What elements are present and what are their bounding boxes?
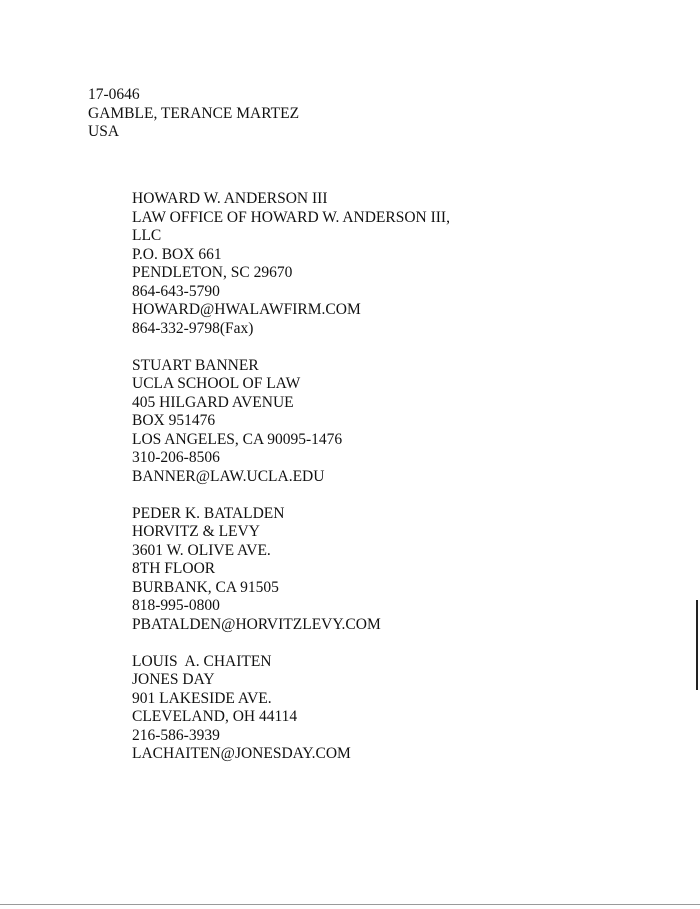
contact-phone: 864-643-5790 [132,282,220,300]
contact-address-line: 3601 W. OLIVE AVE. [132,541,271,559]
contact-email: HOWARD@HWALAWFIRM.COM [132,301,361,318]
contact-block-anderson [132,190,450,338]
contact-name: LOUIS A. CHAITEN [132,652,272,670]
contact-name: STUART BANNER [132,356,259,374]
contact-block-batalden [132,505,450,635]
contact-firm: HORVITZ & LEVY [132,523,260,540]
contact-list [132,190,450,782]
contact-fax: 864-332-9798(Fax) [132,319,254,337]
party-name: USA [88,123,120,140]
contact-name: HOWARD W. ANDERSON III [132,190,328,207]
contact-firm-continued: LLC [132,227,162,244]
contact-email: BANNER@LAW.UCLA.EDU [132,467,325,485]
case-number: 17-0646 [88,86,140,103]
contact-firm: UCLA SCHOOL OF LAW [132,375,301,392]
contact-block-chaiten [132,653,450,764]
contact-city-state-zip: CLEVELAND, OH 44114 [132,708,298,725]
contact-address-line: 901 LAKESIDE AVE. [132,689,272,707]
contact-phone: 818-995-0800 [132,597,220,614]
contact-firm: LAW OFFICE OF HOWARD W. ANDERSON III, [132,208,450,226]
contact-phone: 310-206-8506 [132,449,220,466]
contact-name: PEDER K. BATALDEN [132,504,285,522]
contact-city-state-zip: BURBANK, CA 91505 [132,578,279,596]
contact-block-banner [132,357,450,487]
contact-city-state-zip: PENDLETON, SC 29670 [132,264,293,281]
contact-email: LACHAITEN@JONESDAY.COM [132,745,351,762]
contact-email: PBATALDEN@HORVITZLEVY.COM [132,615,381,633]
contact-address-line: P.O. BOX 661 [132,245,222,263]
contact-address-line: 8TH FLOOR [132,560,216,577]
contact-phone: 216-586-3939 [132,726,220,744]
case-name: GAMBLE, TERANCE MARTEZ [88,104,300,122]
contact-firm: JONES DAY [132,671,215,688]
case-header [88,86,299,142]
scan-edge-mark [696,600,698,690]
contact-address-line: 405 HILGARD AVENUE [132,393,294,411]
contact-address-line: BOX 951476 [132,412,216,429]
scan-bottom-line [0,904,700,905]
contact-city-state-zip: LOS ANGELES, CA 90095-1476 [132,430,343,448]
